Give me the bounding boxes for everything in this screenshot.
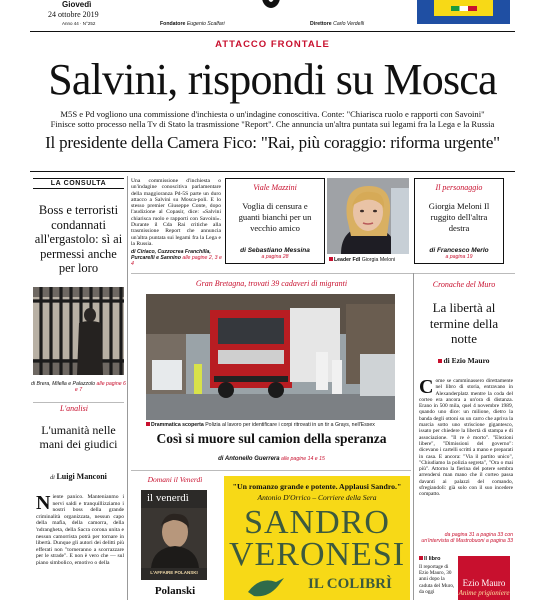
personaggio-byline: di Francesco Merlo a pagina 19 bbox=[429, 247, 489, 261]
ad-author-last: VERONESI bbox=[228, 536, 406, 573]
lead-kicker: ATTACCO FRONTALE bbox=[215, 39, 330, 50]
venerdi-cover-title: il venerdì bbox=[147, 492, 189, 504]
masthead-logo-fragment bbox=[262, 0, 280, 8]
muro-page2: a pagina 33 bbox=[485, 538, 513, 545]
muro-body bbox=[419, 378, 513, 536]
masthead-director: Direttore Carlo Verdelli bbox=[310, 21, 365, 27]
truck-scene-illustration bbox=[146, 294, 395, 420]
byline-marker-icon bbox=[438, 359, 442, 363]
venerdi-headline: Polanski bbox=[154, 585, 196, 597]
libro-cover-title: Ezio Mauro bbox=[462, 578, 506, 588]
hummingbird-icon bbox=[246, 572, 286, 600]
lead-deck-line1: M5S e Pd vogliono una commissione d'inchiesta o un'indagine conoscitiva. Conte: "Chiarisca ruolo e rapporti con Savoini" bbox=[60, 109, 485, 119]
ad-book-title: IL COLIBRÌ bbox=[308, 576, 392, 592]
britain-headline: Così si muore sul camion della speranza bbox=[156, 431, 387, 446]
ad-quote: "Un romanzo grande e potente. Applausi Sandro." bbox=[232, 482, 402, 491]
muro-headline: La libertà al termine della notte bbox=[429, 300, 499, 346]
personaggio-page: a pagina 19 bbox=[445, 254, 473, 261]
masthead-day: Giovedì bbox=[62, 0, 92, 9]
polanski-portrait-illustration bbox=[141, 508, 207, 568]
venerdi-label: Domani il Venerdì bbox=[147, 475, 203, 484]
consulta-headline: Boss e terroristi condannati all'ergastolo: sì ai permessi anche per loro bbox=[34, 203, 123, 275]
lead-deck-line2: Finisce sotto processo nella Tv di Stato la trasmissione "Report". Che annuncia un'altra puntata sui legami fra la Lega e la Russia bbox=[50, 119, 495, 129]
left-column-divider bbox=[127, 176, 128, 600]
consulta-label: LA CONSULTA bbox=[33, 178, 124, 189]
analisi-top-rule bbox=[33, 402, 124, 403]
right-column-divider bbox=[413, 273, 414, 600]
lead-body-text: Una commissione d'inchiesta o un'indagine conoscitiva parlamentare della maggioranza Pd-5S parte un duro attacco a Salvini su Mosca-poli. E lo stesso premier Giuseppe Conte, dopo l'audizione al Copasir, dice: «Salvini chiarisca ruolo e rapporti con Savoini». Durante il Cda Rai critiche alla trasmissione Report che annuncia un'altra puntata sui legami fra la Lega e la Russia. bbox=[131, 178, 221, 247]
personaggio-label: Il personaggio bbox=[435, 183, 483, 192]
truck-photo bbox=[146, 294, 395, 420]
britain-kicker: Gran Bretagna, trovati 39 cadaveri di migranti bbox=[195, 279, 348, 288]
muro-label: Cronache del Muro bbox=[432, 280, 496, 289]
masthead-rule bbox=[30, 31, 515, 32]
venerdi-top-rule bbox=[131, 470, 411, 471]
mazzini-byline: di Sebastiano Messina a pagina 28 bbox=[240, 247, 310, 261]
masthead-founder: Fondatore Eugenio Scalfari bbox=[160, 21, 225, 27]
masthead-promo-logo bbox=[417, 0, 510, 24]
analisi-label: L'analisi bbox=[60, 404, 88, 413]
muro-dropcap: C bbox=[419, 378, 434, 398]
consulta-pages: alle pagine 6 e 7 bbox=[74, 381, 126, 394]
libro-cover bbox=[458, 556, 510, 600]
meloni-photo bbox=[327, 178, 409, 254]
libro-text: Il reportage di Ezio Mauro, 30 anni dopo la caduta del Muro, da oggi bbox=[419, 564, 455, 595]
analisi-body-text: iente panico. Mantenianmo i nervi saldi e tranquillizziamo i nostri boss della grande criminalità organizzata, nessun capo della mafia, della camorra, della 'ndrangheta, della Sacra corona unita e nessun camorrista potrà per tornare in libertà. Dunque gli autori dei delitti più efferati non "torneranno a scorrazzare per le strade". E non è vero che — sul piano simbolico, emotivo o della bbox=[36, 494, 124, 566]
consulta-byline-text: di Brera, Milella e Palazzolo bbox=[31, 381, 96, 387]
prison-photo bbox=[33, 287, 124, 375]
mazzini-page: a pagina 28 bbox=[261, 254, 289, 261]
lead-bottom-rule bbox=[30, 171, 515, 172]
britain-byline: di Antonello Guerrera alle pagine 14 e 15 bbox=[218, 456, 325, 462]
lead-secondary-headline: Il presidente della Camera Fico: "Rai, più coraggio: riforma urgente" bbox=[45, 133, 500, 152]
masthead-date: 24 ottobre 2019 bbox=[48, 10, 99, 19]
consulta-byline bbox=[30, 381, 127, 393]
caption-marker-icon bbox=[329, 257, 333, 261]
lead-body-byline bbox=[131, 249, 223, 268]
analisi-dropcap: N bbox=[36, 494, 51, 514]
meloni-portrait-illustration bbox=[327, 178, 409, 254]
analisi-author: Luigi Manconi bbox=[56, 472, 107, 481]
lead-body-byline-text: di Ciriaco, Cuzzocrea Franchilla, Purcarelli e Sannino bbox=[131, 249, 211, 262]
muro-byline: di Ezio Mauro bbox=[415, 356, 513, 365]
lead-headline: Salvini, rispondi su Mosca bbox=[48, 55, 497, 104]
caption-marker-icon bbox=[146, 422, 150, 426]
muro-body-text: ome se camminassero direttamente nel libro di storia, entravano in Alexanderplatz mentre la coda del corteo era ancora a un'ora di distanza. Erano in 500 mila, quel 4 novembre 1989, quando uno dice: un milione, dietro la banda degli ottoni su un carro che apriva la marcia sotto uno striscione gigantesco, issato per chiedere la libertà di stampa e di associazione. "Il re è morto". "Elezioni libere", "Dimissioni del governo": dicevano i cartelli scritti a mano e preparati in casa. E ancora: "Via il partito unico", "Chiudiamo la polizia segreta", "Ora o mai più". Attorno la fierina del potere sembra arrendersi man mano che il corteo passa davanti ai palazzi del comando, sfregiandoli: già solo con il suo incedere compatto. bbox=[419, 378, 513, 498]
ad-source: Antonio D'Orrico – Corriere della Sera bbox=[257, 493, 377, 502]
libro-cover-sub: Anime prigioniere bbox=[458, 589, 510, 597]
ad-author-first: SANDRO bbox=[244, 504, 390, 541]
prison-bars-illustration bbox=[33, 287, 124, 375]
libro-marker-icon bbox=[419, 556, 423, 560]
masthead-issue: Anno 44 · N°252 bbox=[62, 21, 96, 26]
analisi-body bbox=[36, 494, 124, 600]
analisi-headline: L'umanità nelle mani dei giudici bbox=[39, 423, 118, 451]
libro-label: Il libro bbox=[419, 556, 441, 562]
muro-pages: da pagina 31 a pagina 33 con un'intervista di Mastrobuoni a pagina 33 bbox=[421, 532, 513, 545]
mazzini-label: Viale Mazzini bbox=[253, 183, 297, 192]
analisi-byline: di Luigi Manconi bbox=[50, 472, 107, 481]
masthead bbox=[0, 0, 545, 32]
britain-pages: alle pagine 14 e 15 bbox=[281, 456, 325, 462]
upper-block-rule bbox=[131, 273, 515, 274]
personaggio-headline: Giorgia Meloni Il ruggito dell'altra destra bbox=[428, 201, 490, 233]
venerdi-cover bbox=[141, 490, 207, 580]
lead-body-pages: alle pagine 2, 3 e 4 bbox=[131, 255, 222, 268]
venerdi-cover-sub: L'AFFAIRE POLANSKI bbox=[150, 570, 198, 575]
veronesi-ad bbox=[224, 476, 410, 600]
meloni-caption: Leader FdI Giorgia Meloni bbox=[329, 257, 413, 263]
mazzini-headline: Voglia di censura e guanti bianchi per un vecchio amico bbox=[238, 201, 312, 233]
britain-caption: Drammatica scoperta Polizia al lavoro per identificare i corpi ritrovati in un tir a Grays, nell'Essex bbox=[146, 422, 416, 428]
promo-logo-stripe bbox=[451, 6, 477, 11]
